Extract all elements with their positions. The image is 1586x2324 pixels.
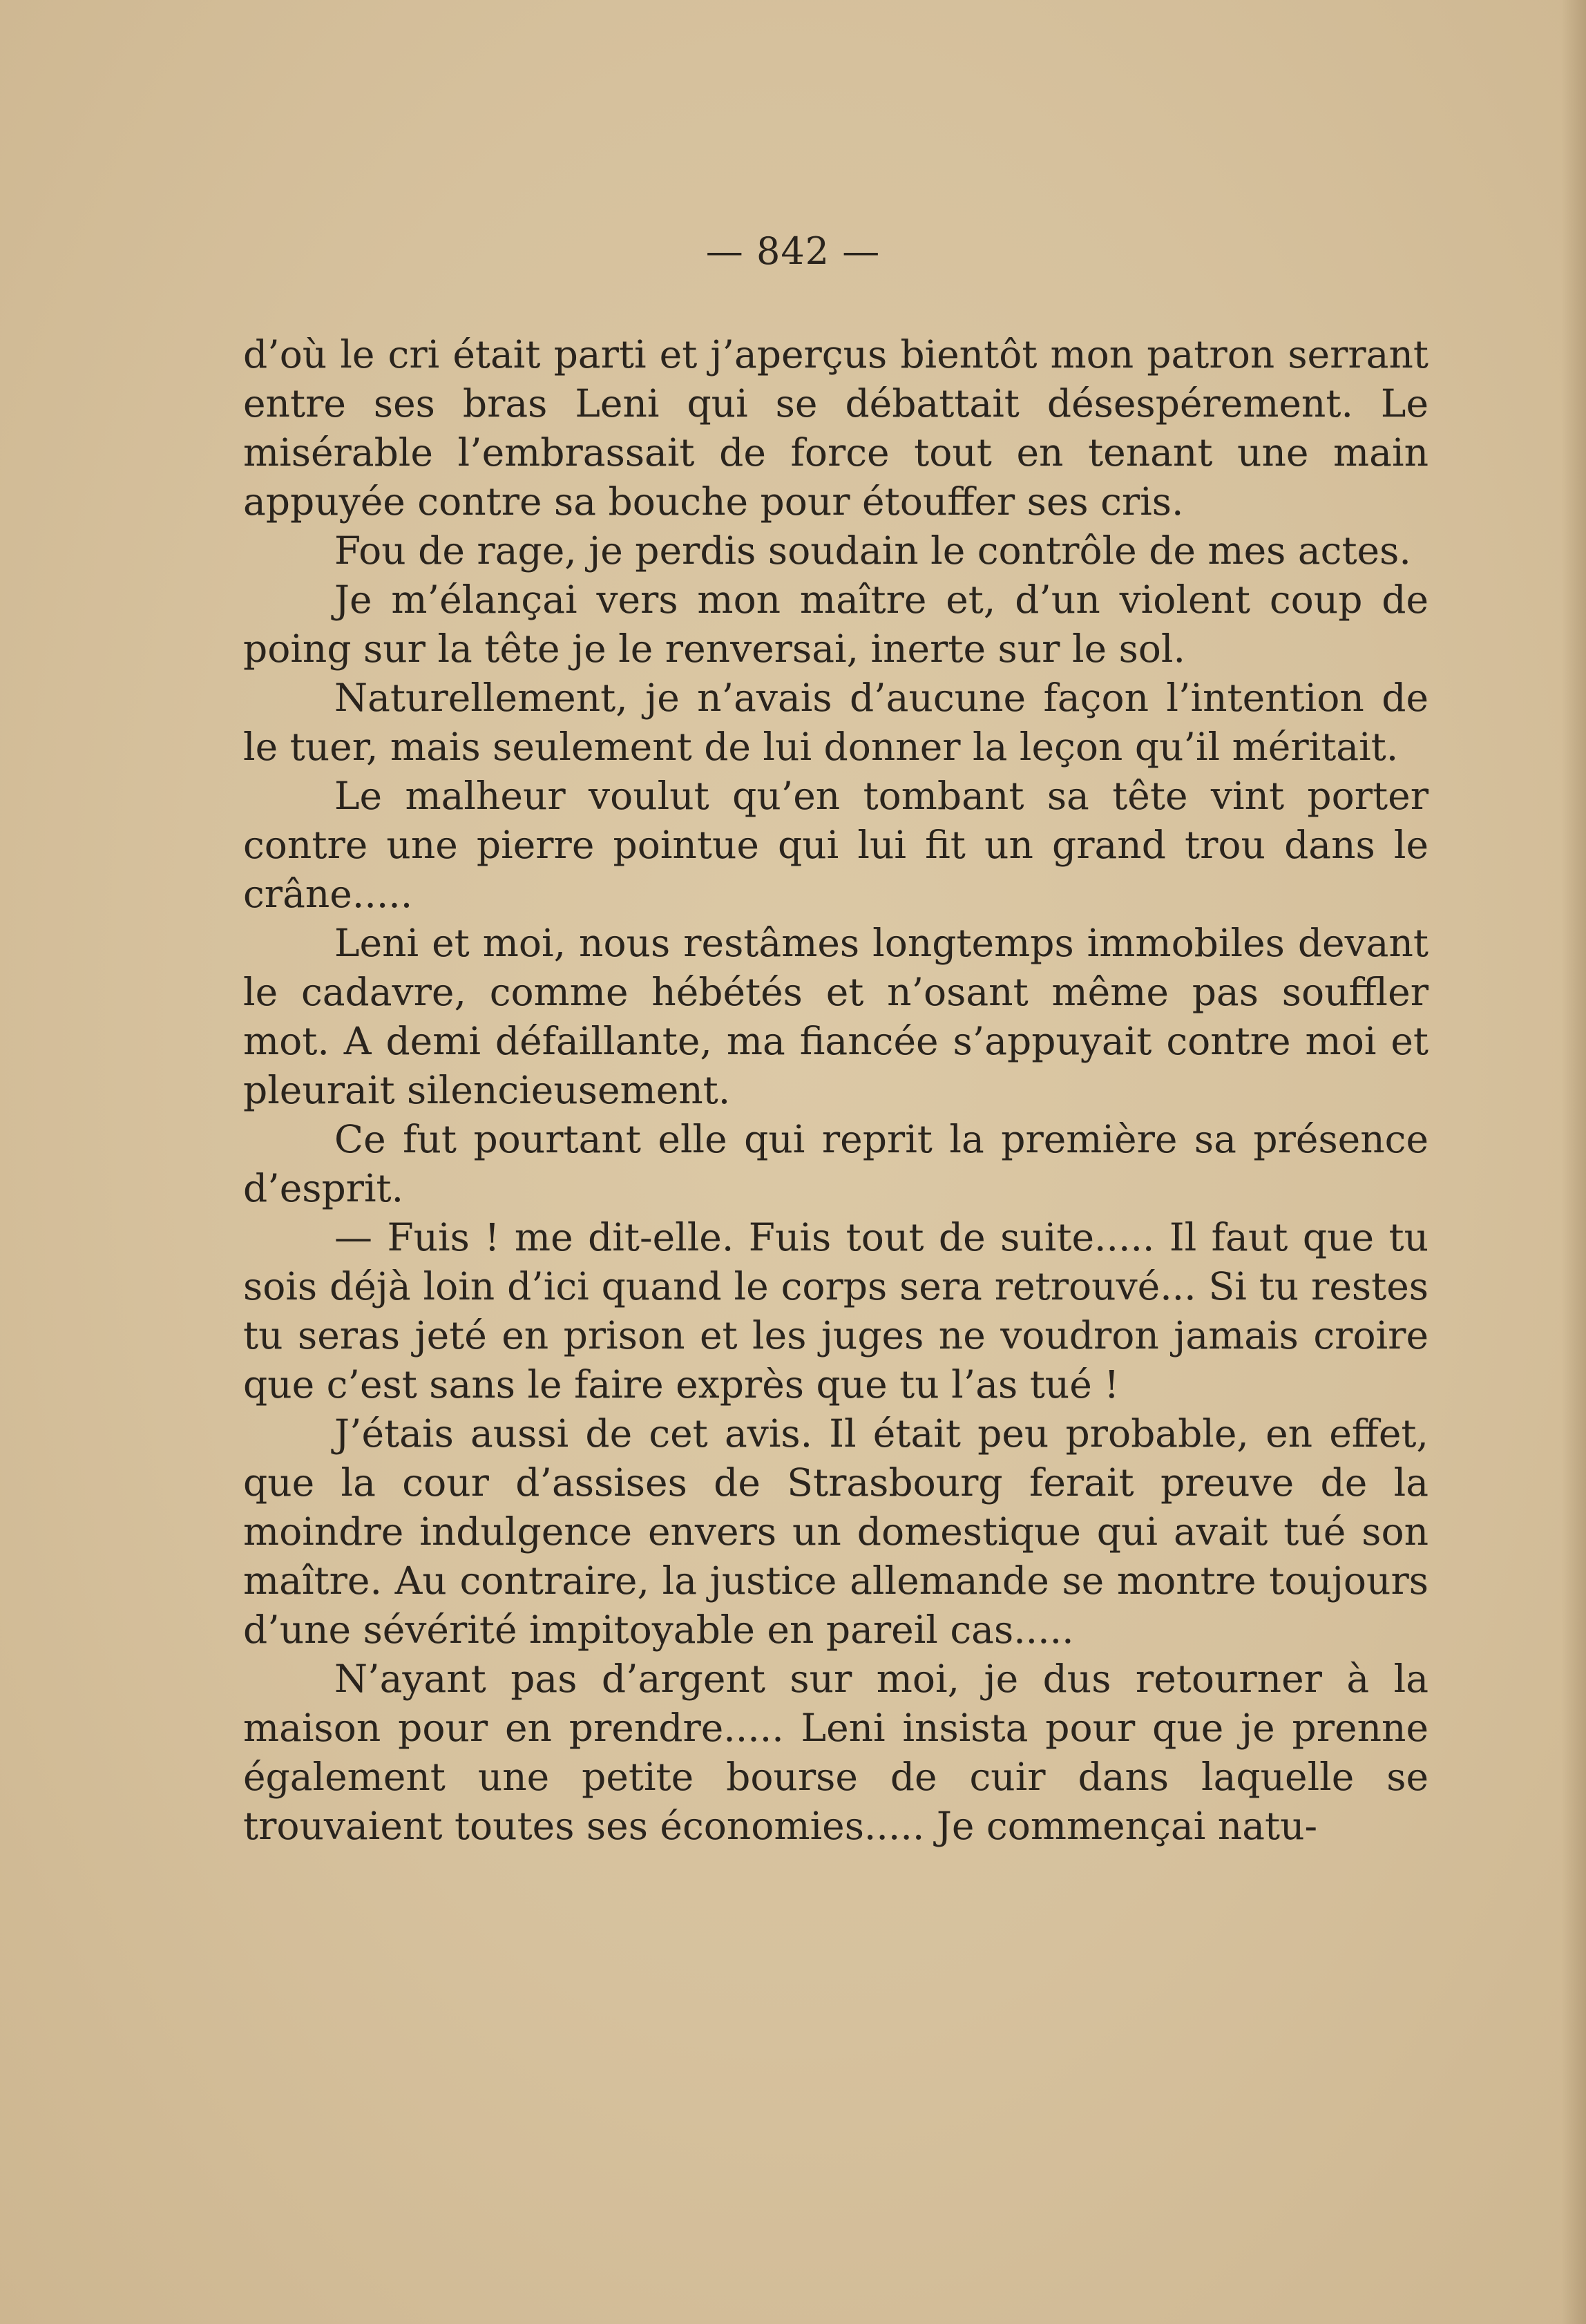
paragraph-4: Naturellement, je n’avais d’aucune façon l’intention de le tuer, mais seulement de lui donner la leçon qu’il méritait. (243, 676, 1429, 769)
paragraph-5: Le malheur voulut qu’en tombant sa tête vint porter contre une pierre pointue qui lui fit un grand trou dans le crâne..... (243, 774, 1429, 916)
paragraph-8-dialogue: — Fuis ! me dit-elle. Fuis tout de suite..... Il faut que tu sois déjà loin d’ici quand le corps sera retrouvé... Si tu restes tu seras jeté en prison et les juges ne voudron jamais croire que c’est sans le faire exprès que tu l’as tué ! (243, 1215, 1429, 1407)
page-edge-shadow (1561, 0, 1586, 2324)
body-text (243, 330, 1429, 1851)
paragraph-7: Ce fut pourtant elle qui reprit la première sa présence d’esprit. (243, 1117, 1429, 1210)
paragraph-10: N’ayant pas d’argent sur moi, je dus retourner à la maison pour en prendre..... Leni insista pour que je prenne également une petite bourse de cuir dans laquelle se trouvaient toutes ses économies..... Je commençai natu- (243, 1657, 1429, 1848)
paragraph-2: Fou de rage, je perdis soudain le contrôle de mes actes. (334, 528, 1411, 573)
page-number: — 842 — (705, 229, 881, 273)
paragraph-3: Je m’élançai vers mon maître et, d’un violent coup de poing sur la tête je le renversai, inerte sur le sol. (243, 578, 1429, 671)
paragraph-9: J’étais aussi de cet avis. Il était peu probable, en effet, que la cour d’assises de Strasbourg ferait preuve de la moindre indulgence envers un domestique qui avait tué son maître. Au contraire, la justice allemande se montre toujours d’une sévérité impitoyable en pareil cas..... (243, 1411, 1429, 1652)
paragraph-6: Leni et moi, nous restâmes longtemps immobiles devant le cadavre, comme hébétés et n’osant même pas souffler mot. A demi défaillante, ma fiancée s’appuyait contre moi et pleurait silencieusement. (243, 921, 1429, 1112)
paragraph-1: d’où le cri était parti et j’aperçus bientôt mon patron serrant entre ses bras Leni qui se débattait désespérement. Le misérable l’embrassait de force tout en tenant une main appuyée contre sa bouche pour étouffer ses cris. (243, 332, 1429, 524)
